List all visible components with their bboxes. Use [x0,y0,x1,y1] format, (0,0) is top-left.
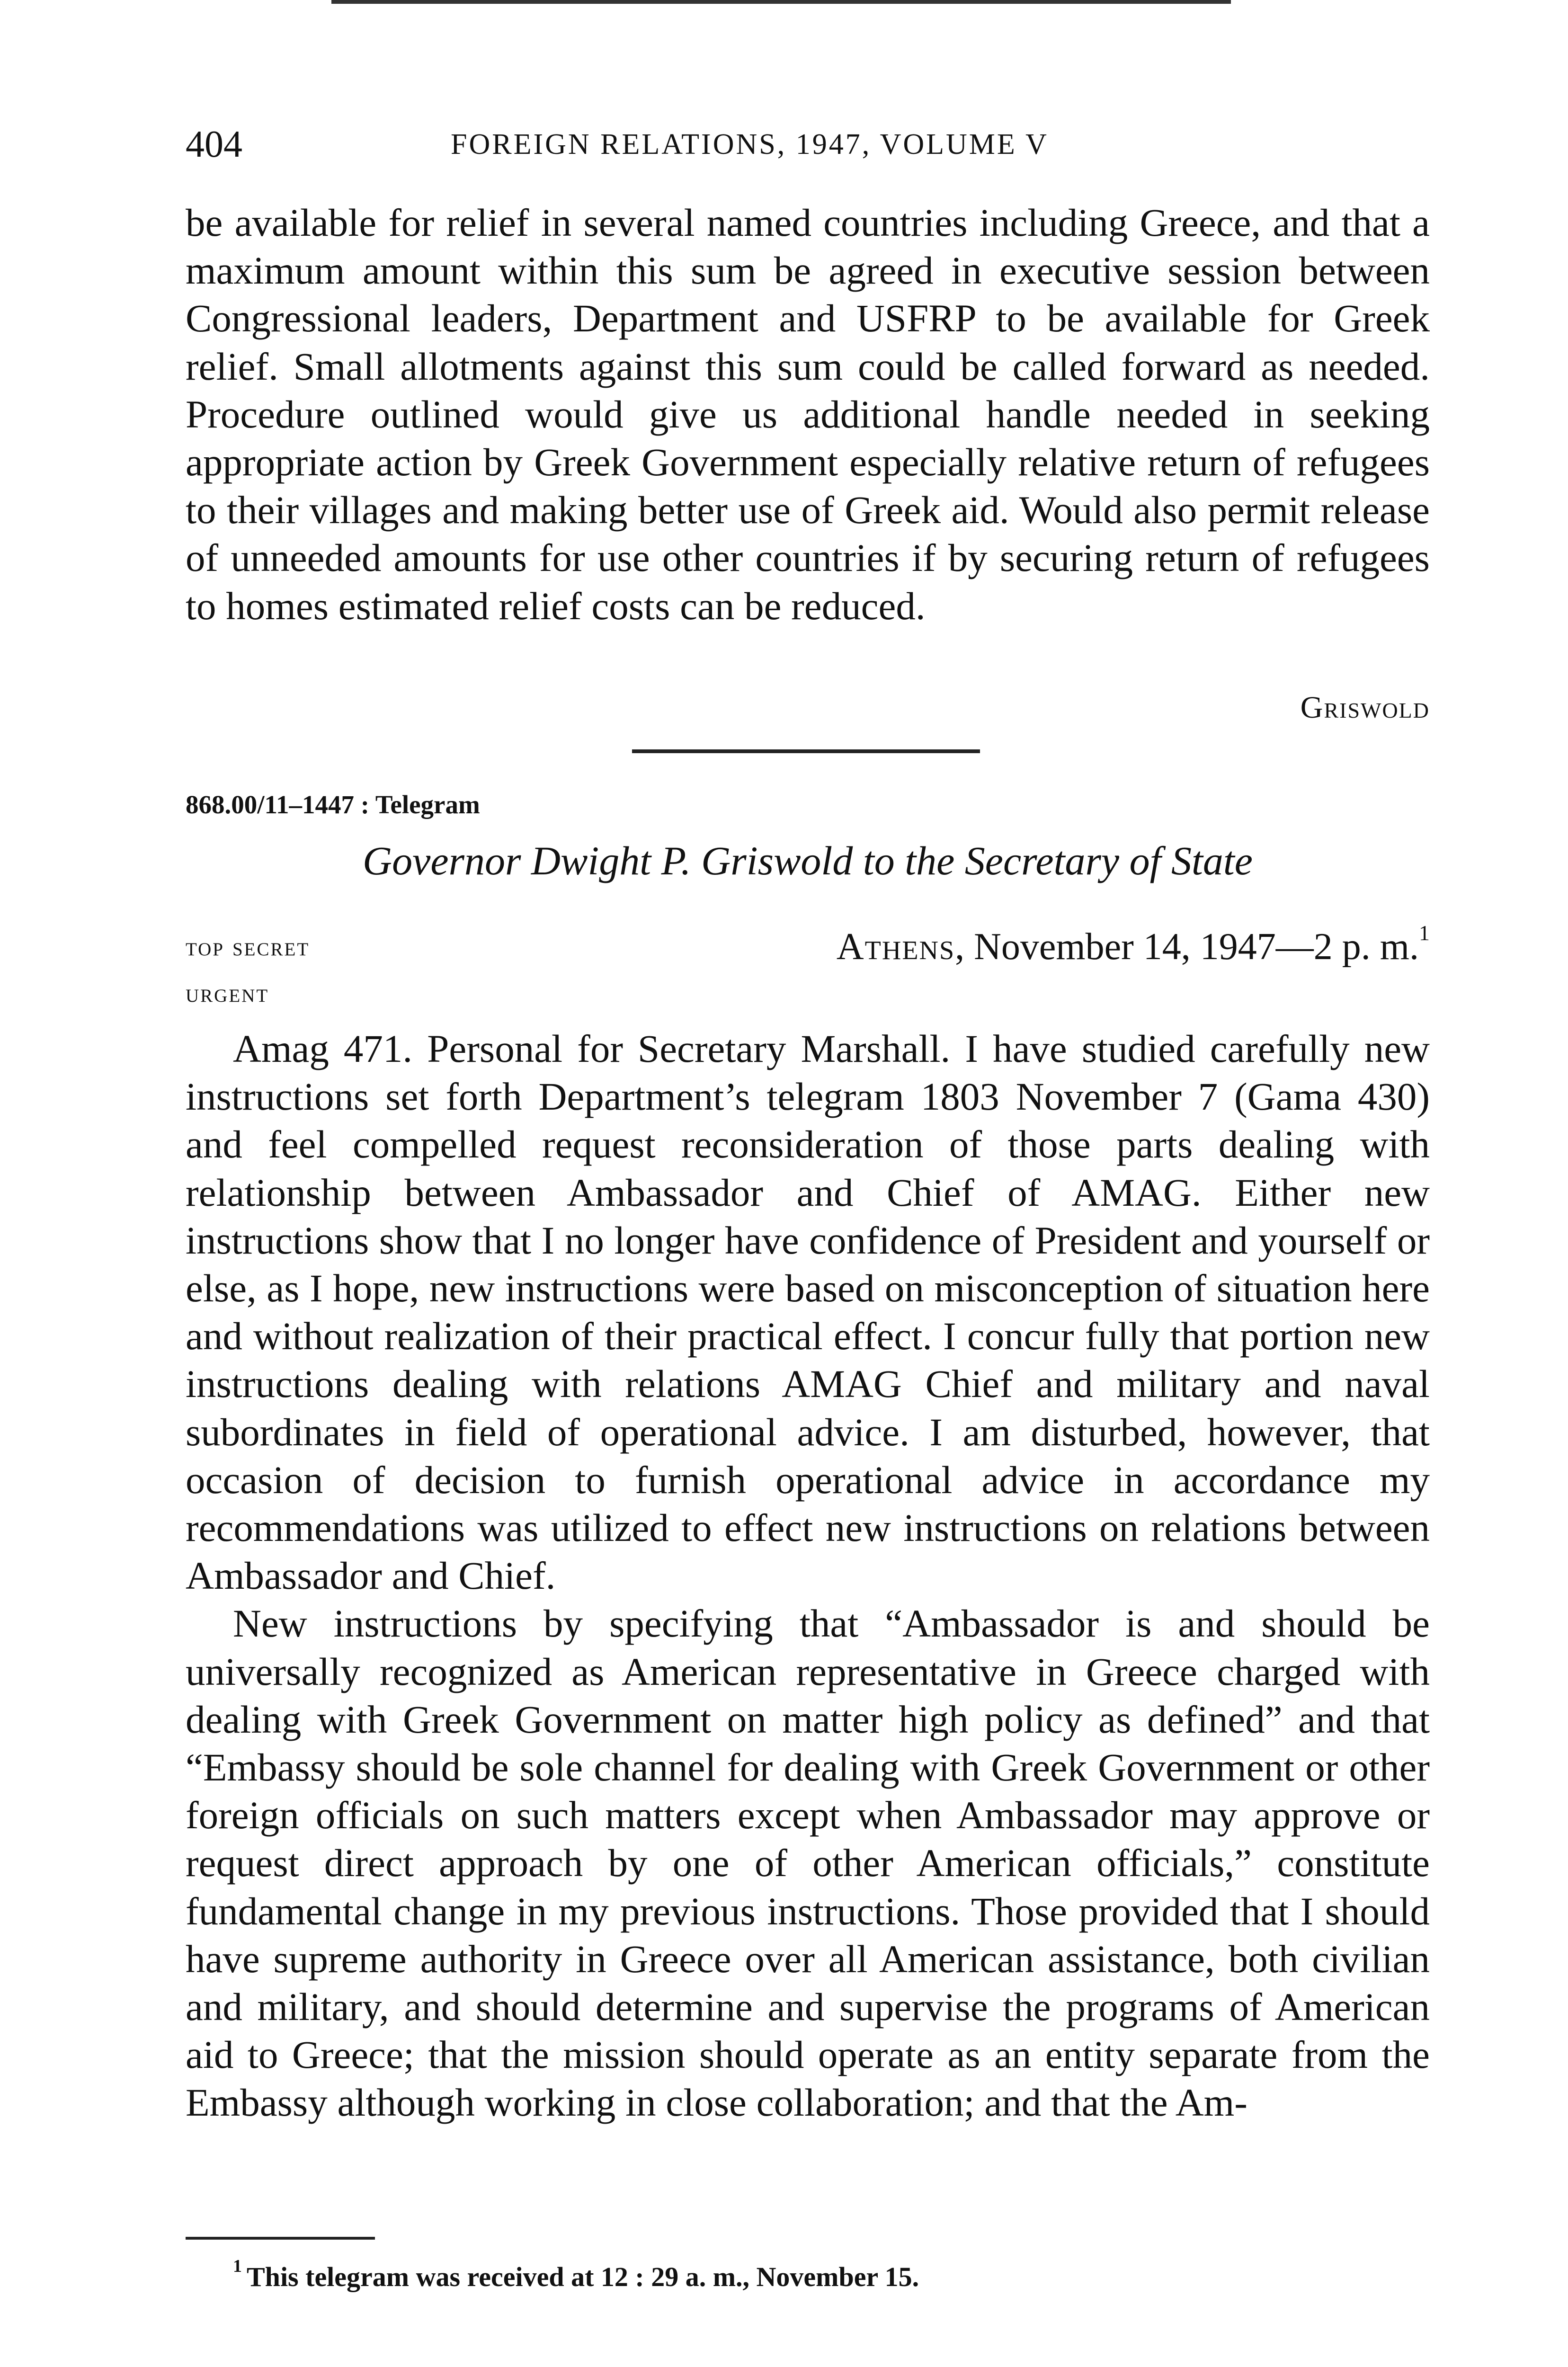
document-title: Governor Dwight P. Griswold to the Secretary of State [363,838,1253,883]
signature: Griswold [1300,690,1430,725]
footnote-mark: 1 [233,2256,242,2276]
telegram-body [186,1025,1430,2127]
continuation-text-block [186,199,1430,630]
dateline-footnote-mark: 1 [1419,921,1430,945]
classification-urgent: urgent [186,979,269,1008]
classification-top-secret: top secret [186,932,310,961]
telegram-paragraph-2: New instructions by specifying that “Ambassador is and should be universally recognized as American representative in Greece charged with dealing with Greek Government on matter high policy as defined” and that “Embassy should be sole channel for dealing with Greek Government or other foreign officials on such matters except when Ambassador may approve or request direct approach by one of other American officials,” constitute fundamental change in my previous instructions. Those provided that I should have supreme authority in Greece over all American assistance, both civilian and military, and should determine and supervise the programs of American aid to Greece; that the mission should operate as an entity separate from the Embassy although working in close collaboration; and that the Am- [186,1602,1430,2125]
telegram-paragraph-1: Amag 471. Personal for Secretary Marshall. I have studied carefully new instructions set forth Department’s telegram 1803 November 7 (Gama 430) and feel compelled request reconsideration of those parts dealing with relationship between Ambassador and Chief of AMAG. Either new instructions show that I no longer have confidence of President and yourself or else, as I hope, new instructions were based on misconception of situation here and without realization of their practical effect. I concur fully that portion new instructions dealing with relations AMAG Chief and military and naval subordinates in field of operational advice. I am disturbed, however, that occasion of decision to furnish operational advice in accordance my recommendations was utilized to effect new instructions on relations between Ambassador and Chief. [186,1027,1430,1598]
dateline [837,923,1430,970]
dateline-date: , November 14, 1947—2 p. m. [955,926,1419,968]
dateline-city: Athens [836,926,955,968]
section-divider [632,749,980,753]
footnote-text: This telegram was received at 12 : 29 a. m., November 15. [247,2261,919,2292]
running-title: FOREIGN RELATIONS, 1947, VOLUME V [451,128,1049,160]
top-edge-rule [331,0,1231,4]
page-number: 404 [186,124,242,165]
continuation-paragraph: be available for relief in several named countries including Greece, and that a maximum amount within this sum be agreed in executive session between Congressional leaders, Department and USFRP to be available for Greek relief. Small allotments against this sum could be called forward as needed. Procedure outlined would give us additional handle needed in seeking appropriate action by Greek Government especially relative return of refugees to their villages and making better use of Greek aid. Would also permit release of unneeded amounts for use other countries if by securing return of refugees to homes estimated relief costs can be reduced. [186,201,1430,628]
footnote [186,2258,919,2296]
file-reference: 868.00/11–1447 : Telegram [186,790,480,819]
footnote-rule [186,2237,375,2240]
running-header [186,118,1430,170]
